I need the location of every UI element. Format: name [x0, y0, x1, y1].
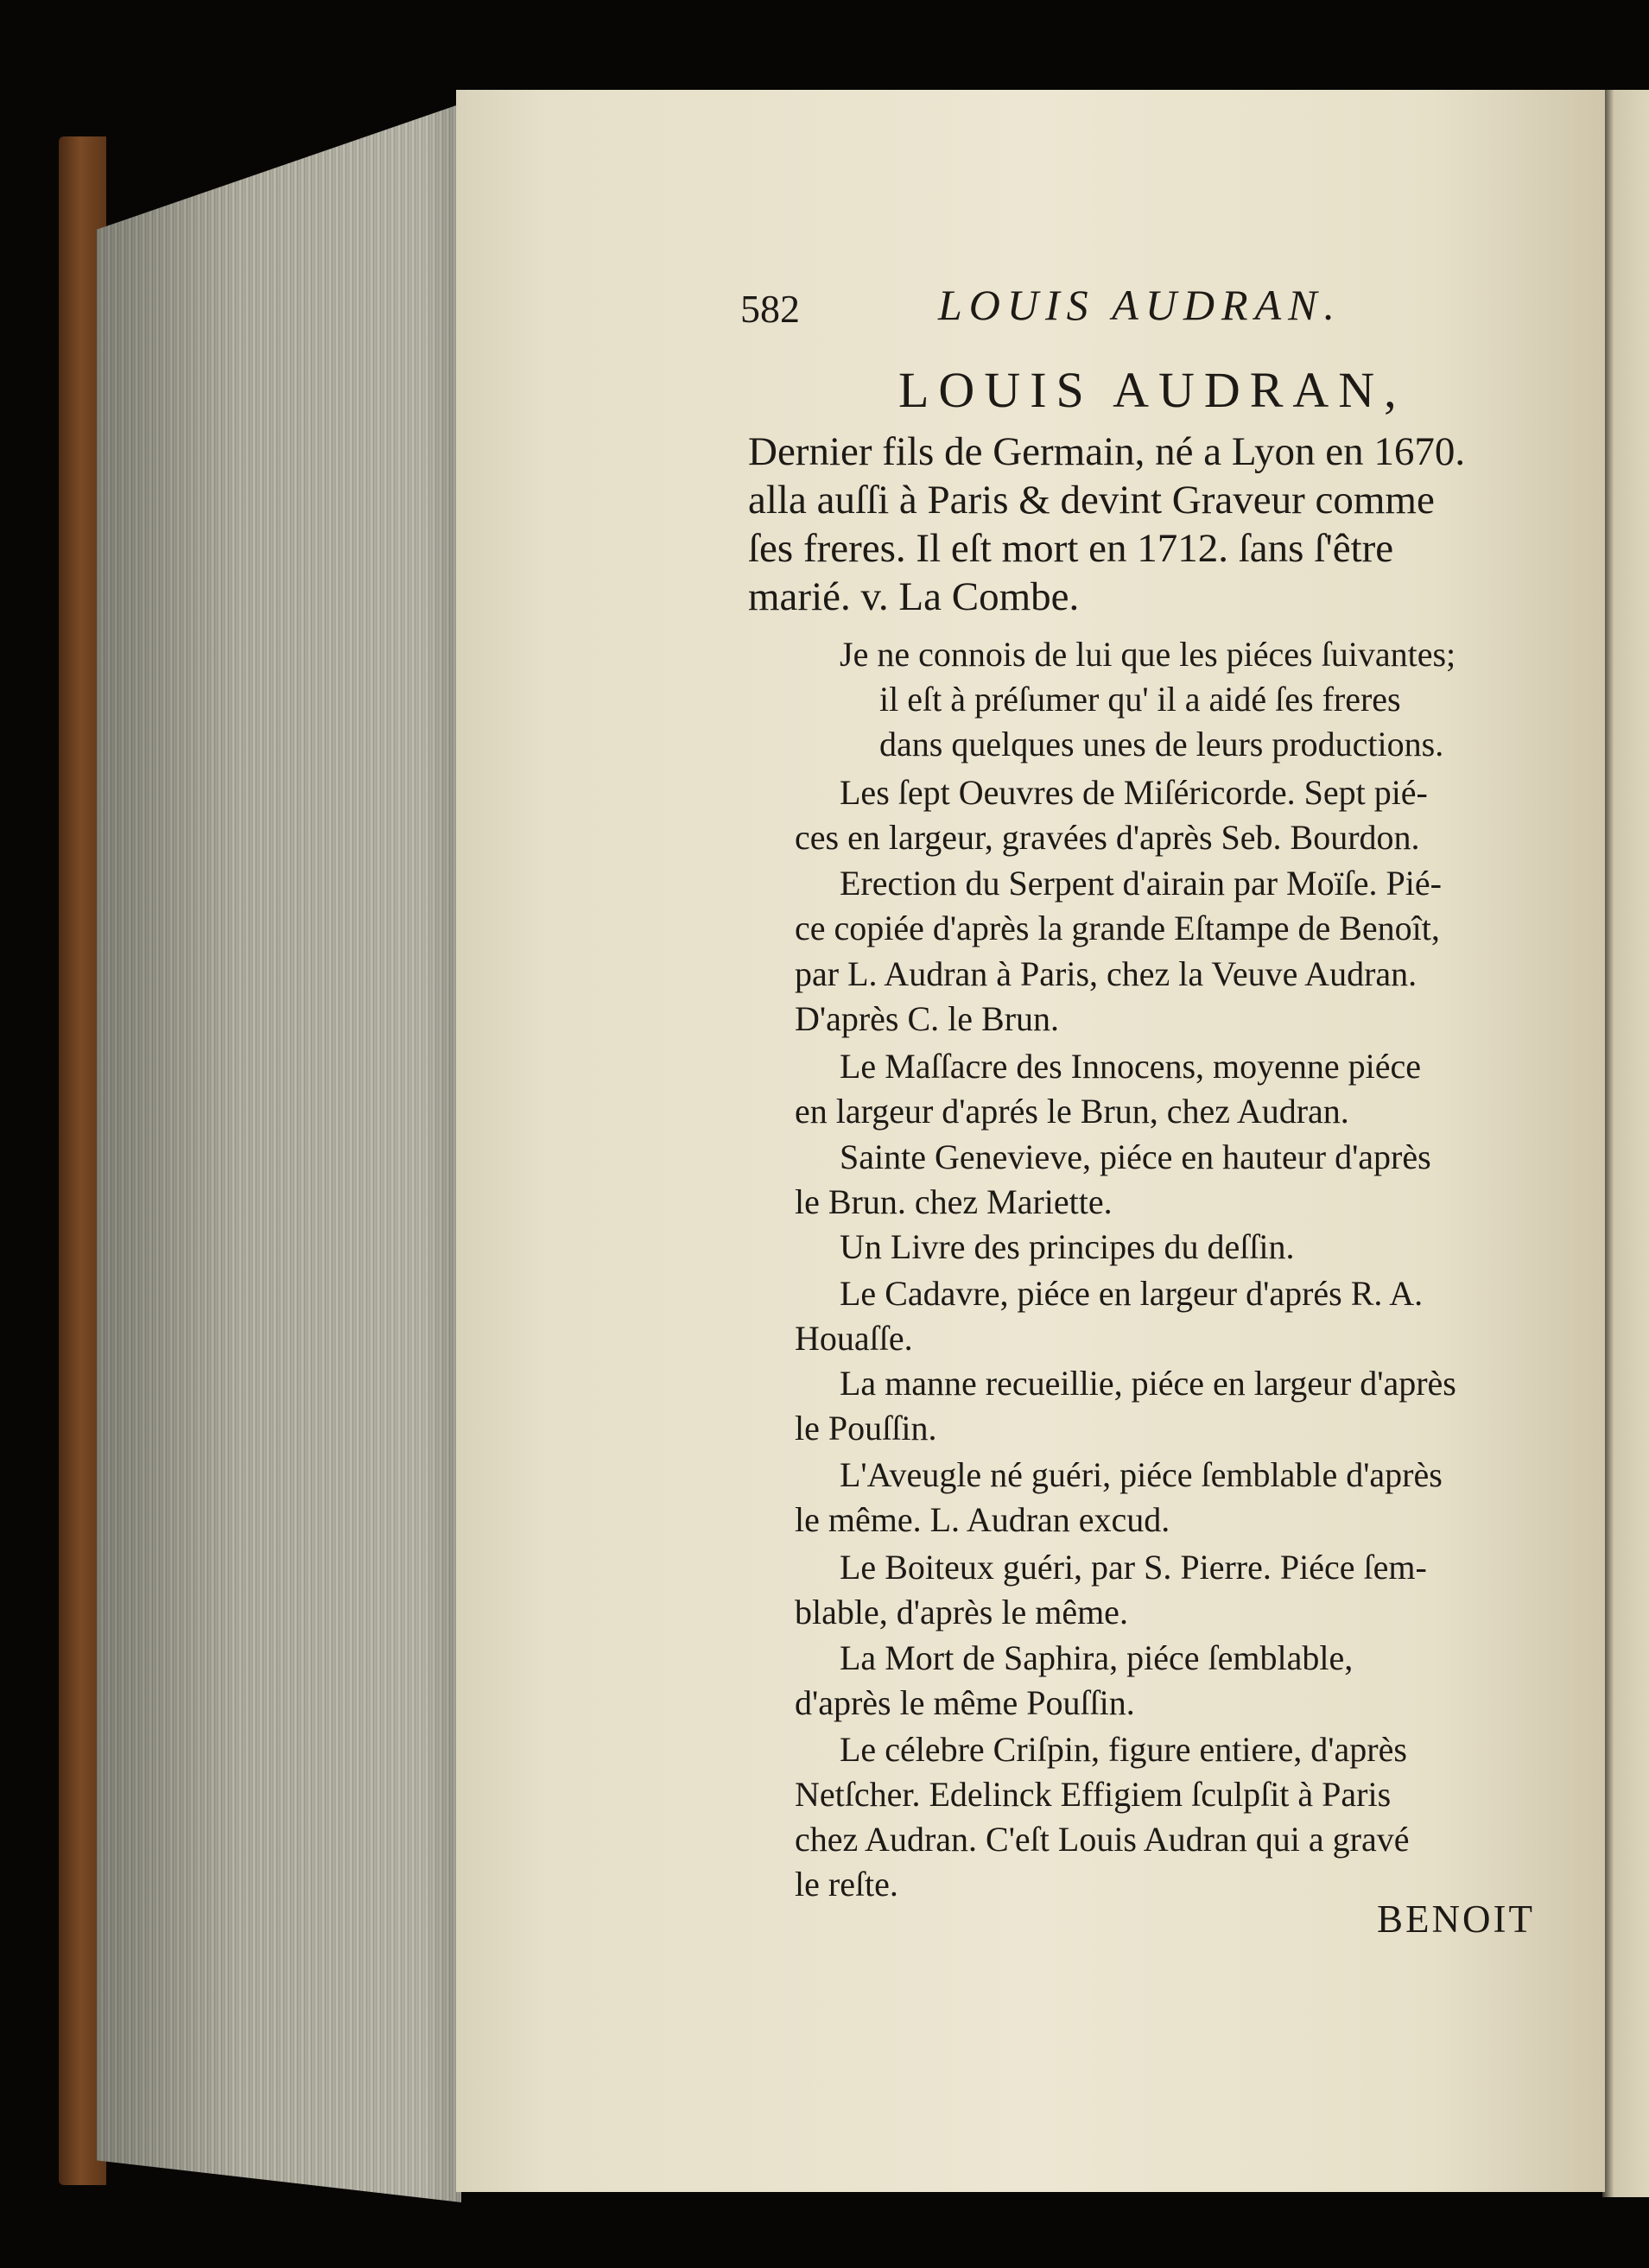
bio-line: ſes freres. Il eſt mort en 1712. ſans ſ'être [748, 526, 1394, 571]
list-line: le Brun. chez Mariette. [795, 1182, 1113, 1221]
list-line: Un Livre des principes du deſſin. [840, 1227, 1295, 1266]
facing-page-edge [1602, 90, 1649, 2197]
list-line: La manne recueillie, piéce en largeur d'après [840, 1364, 1456, 1403]
list-line: Le Boiteux guéri, par S. Pierre. Piéce ſem- [840, 1548, 1427, 1587]
list-line: le reſte. [795, 1865, 898, 1904]
list-line: Erection du Serpent d'airain par Moïſe. Pié- [840, 864, 1442, 903]
page-block-edges [97, 104, 461, 2202]
entry-title: LOUIS AUDRAN, [898, 362, 1406, 418]
list-line: La Mort de Saphira, piéce ſemblable, [840, 1638, 1354, 1677]
list-line: Sainte Genevieve, piéce en hauteur d'après [840, 1137, 1431, 1176]
intro-line: il eſt à préſumer qu' il a aidé ſes freres [879, 680, 1401, 719]
list-line: d'après le même Pouſſin. [795, 1683, 1135, 1722]
list-line: blable, d'après le même. [795, 1593, 1128, 1631]
list-line: Le Cadavre, piéce en largeur d'aprés R. A. [840, 1274, 1424, 1313]
list-line: chez Audran. C'eſt Louis Audran qui a gravé [795, 1820, 1410, 1859]
list-line: ce copiée d'après la grande Eſtampe de Benoît, [795, 909, 1440, 947]
list-line: D'après C. le Brun. [795, 999, 1060, 1038]
list-line: Le Maſſacre des Innocens, moyenne piéce [840, 1047, 1422, 1086]
bio-line: marié. v. La Combe. [748, 574, 1080, 619]
list-line: par L. Audran à Paris, chez la Veuve Audran. [795, 954, 1418, 993]
intro-line: dans quelques unes de leurs productions. [879, 725, 1444, 763]
bio-line: Dernier fils de Germain, né a Lyon en 1670. [748, 429, 1466, 474]
bio-line: alla auſſi à Paris & devint Graveur comme [748, 478, 1435, 523]
list-line: ces en largeur, gravées d'après Seb. Bourdon. [795, 818, 1420, 857]
list-line: Netſcher. Edelinck Effigiem ſculpſit à Paris [795, 1775, 1392, 1814]
running-title: LOUIS AUDRAN. [938, 281, 1341, 329]
page-number: 582 [740, 287, 800, 331]
list-line: le même. L. Audran excud. [795, 1500, 1170, 1539]
list-line: en largeur d'aprés le Brun, chez Audran. [795, 1092, 1349, 1131]
list-line: le Pouſſin. [795, 1409, 937, 1448]
intro-line: Je ne connois de lui que les piéces ſuivantes; [840, 635, 1456, 674]
catchword: BENOIT [1377, 1897, 1535, 1941]
list-line: L'Aveugle né guéri, piéce ſemblable d'après [840, 1455, 1443, 1494]
list-line: Les ſept Oeuvres de Miſéricorde. Sept pié- [840, 773, 1428, 812]
list-line: Houaſſe. [795, 1319, 913, 1358]
list-line: Le célebre Criſpin, figure entiere, d'après [840, 1730, 1407, 1769]
